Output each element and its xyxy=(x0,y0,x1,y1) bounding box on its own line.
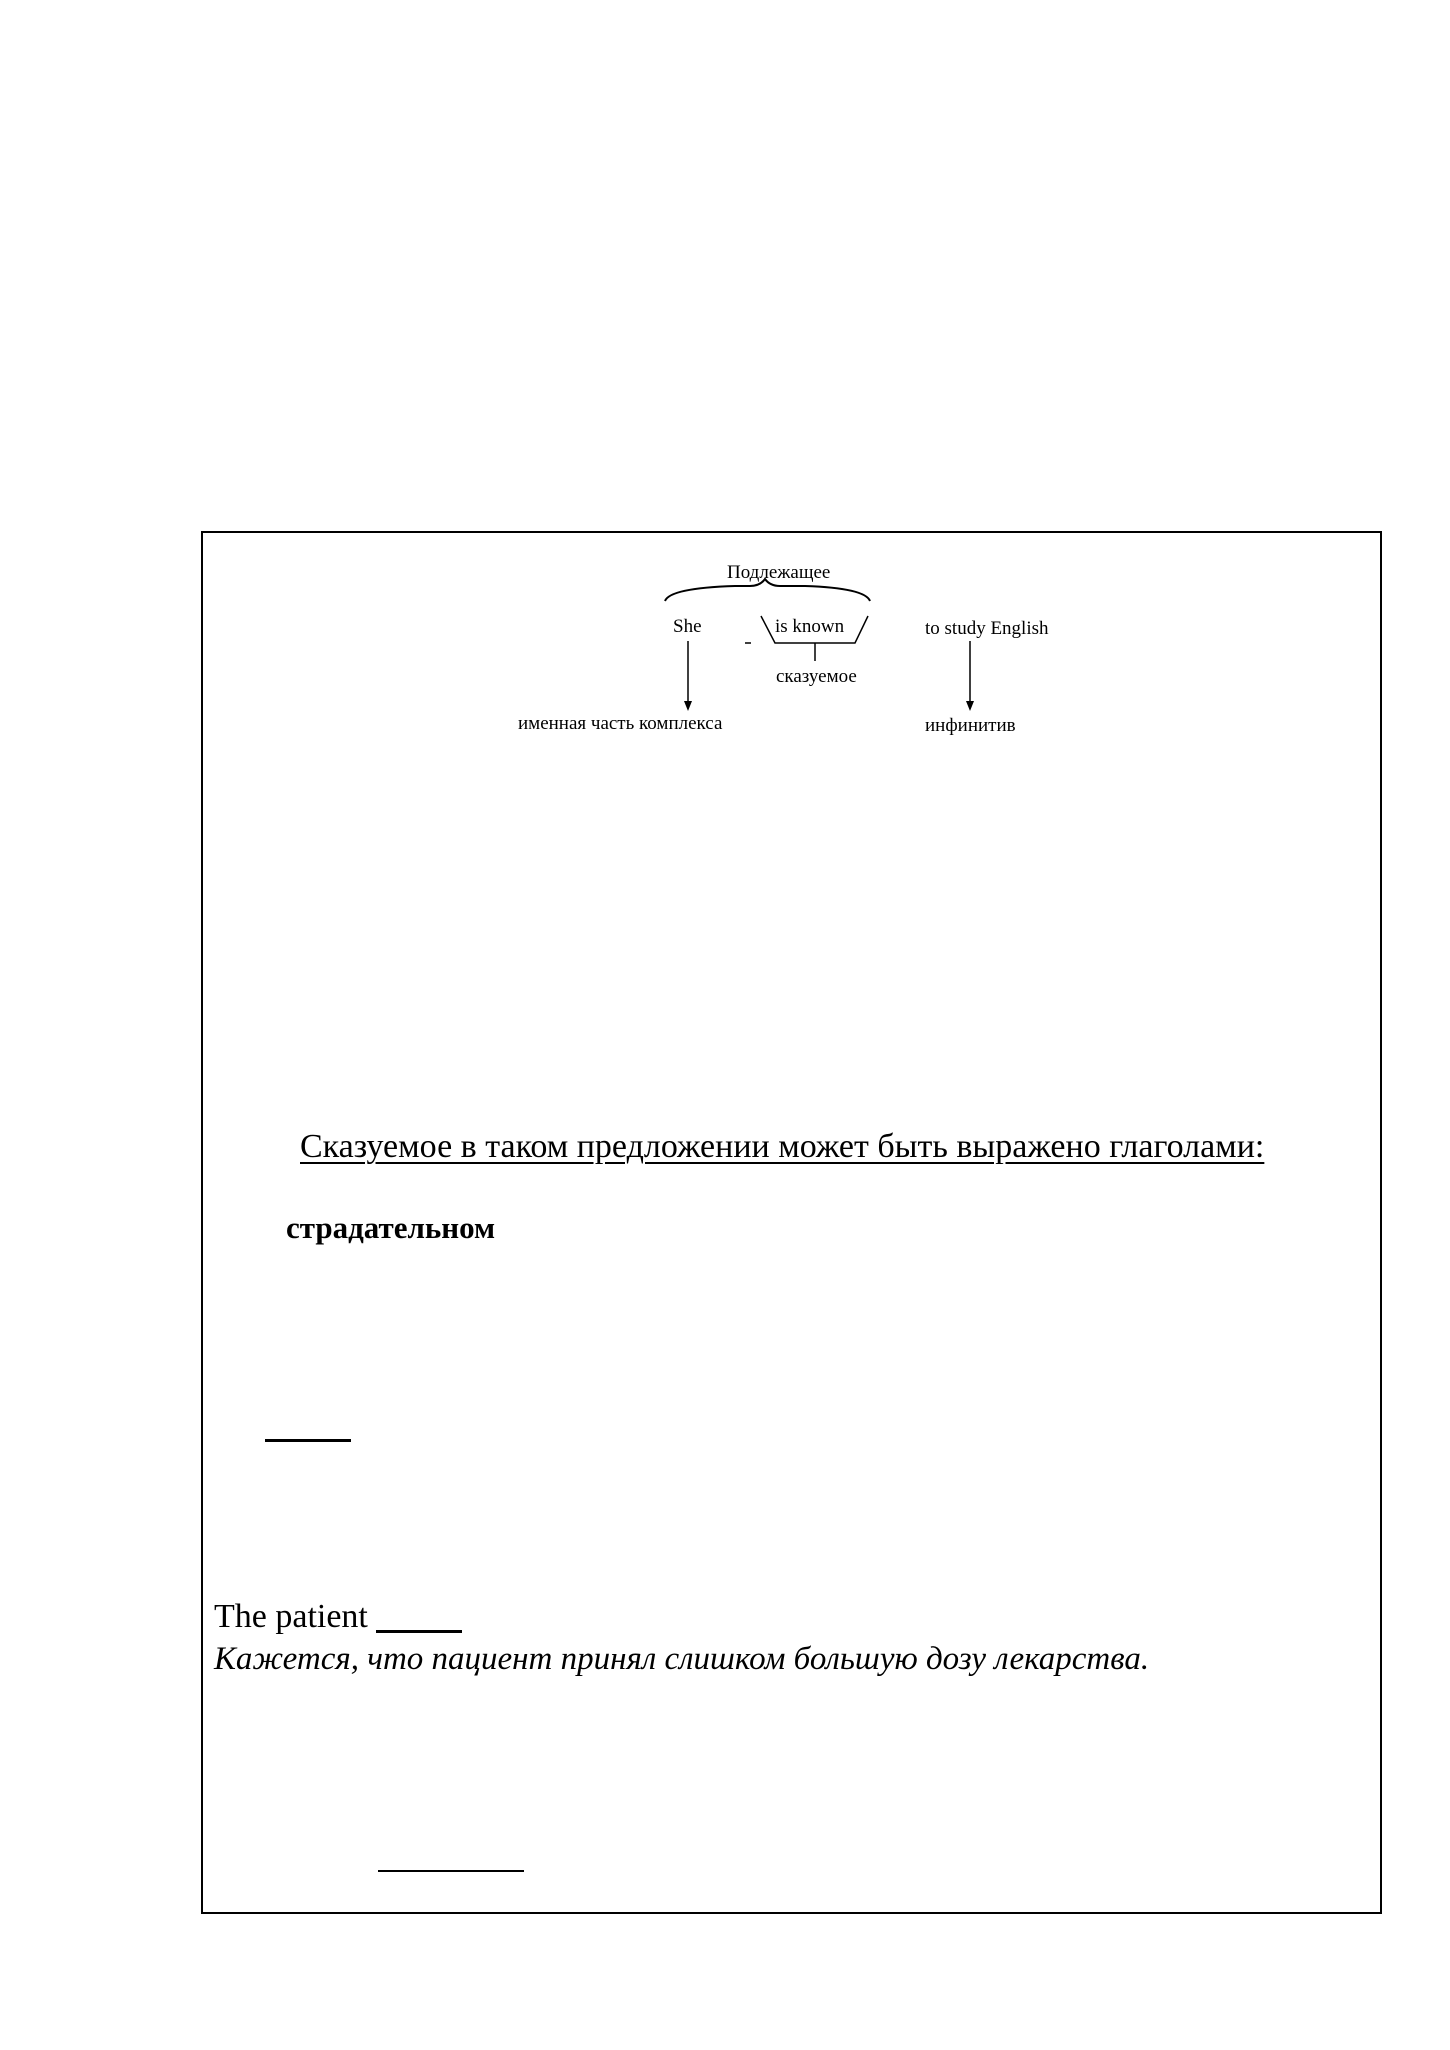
blank-line xyxy=(378,1870,524,1872)
predicate-heading: Сказуемое в таком предложении может быть выражено глаголами: xyxy=(300,1128,1265,1165)
subject-label: Подлежащее xyxy=(727,562,831,583)
nominal-part-label: именная часть комплекса xyxy=(518,713,723,734)
she-arrow-head xyxy=(684,701,692,711)
blank-line xyxy=(265,1439,351,1442)
bold-term: страдательном xyxy=(286,1210,496,1245)
example-sentence-text: The patient xyxy=(214,1598,368,1635)
word-she: She xyxy=(673,616,702,637)
translation-text: Кажется, что пациент принял слишком большую дозу лекарства. xyxy=(214,1641,1150,1677)
grammar-diagram xyxy=(505,553,1085,743)
sentence-blank xyxy=(376,1630,462,1633)
infinitive-arrow-head xyxy=(966,701,974,711)
example-sentence xyxy=(214,1600,462,1634)
predicate-label: сказуемое xyxy=(776,666,857,687)
word-to-study-english: to study English xyxy=(925,618,1049,639)
word-is-known: is known xyxy=(775,616,845,637)
infinitive-label: инфинитив xyxy=(925,715,1016,736)
